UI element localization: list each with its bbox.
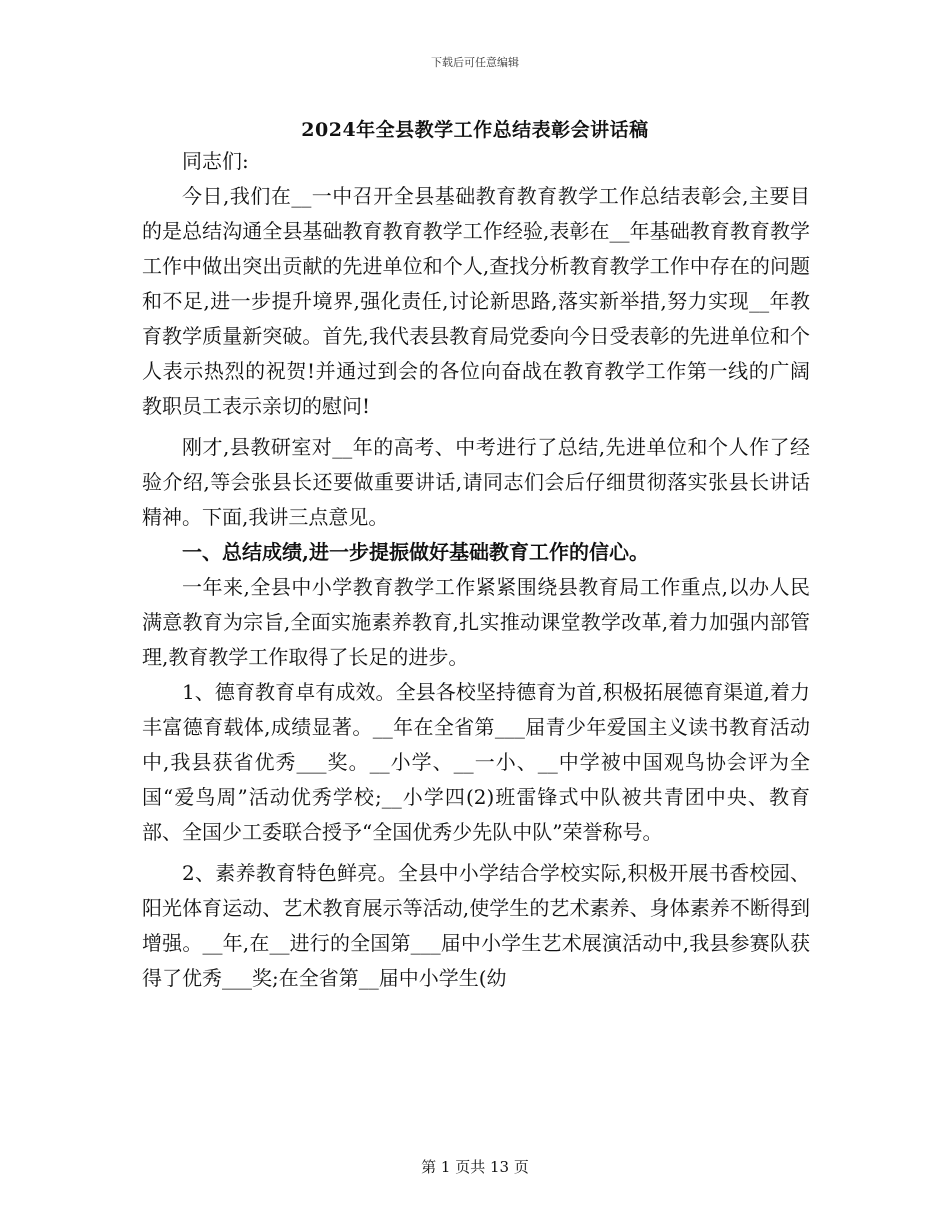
page-header-note: 下载后可任意编辑 xyxy=(431,56,519,69)
document-body xyxy=(142,144,810,996)
paragraph-item-2: 2、素养教育特色鲜亮。全县中小学结合学校实际,积极开展书香校园、阳光体育运动、艺术教育展示等活动,使学生的艺术素养、身体素养不断得到增强。__年,在__进行的全国第___届中小学生艺术展演活动中,我县参赛队获得了优秀___奖;在全省第__届中小学生(幼 xyxy=(142,861,810,990)
paragraph-review: 刚才,县教研室对__年的高考、中考进行了总结,先进单位和个人作了经验介绍,等会张县长还要做重要讲话,请同志们会后仔细贯彻落实张县长讲话精神。下面,我讲三点意见。 xyxy=(142,435,810,529)
salutation: 同志们: xyxy=(182,149,249,173)
section-heading-1: 一、总结成绩,进一步提振做好基础教育工作的信心。 xyxy=(182,540,649,564)
paragraph-opening: 今日,我们在__一中召开全县基础教育教育教学工作总结表彰会,主要目的是总结沟通全县基础教育教育教学工作经验,表彰在__年基础教育教育教学工作中做出突出贡献的先进单位和个人,查找分析教育教学工作中存在的问题和不足,进一步提升境界,强化责任,讨论新思路,落实新举措,努力实现__年教育教学质量新突破。首先,我代表县教育局党委向今日受表彰的先进单位和个人表示热烈的祝贺!并通过到会的各位向奋战在教育教学工作第一线的广阔教职员工表示亲切的慰问! xyxy=(142,184,810,418)
paragraph-item-1: 1、德育教育卓有成效。全县各校坚持德育为首,积极拓展德育渠道,着力丰富德育载体,成绩显著。__年在全省第___届青少年爱国主义读书教育活动中,我县获省优秀___奖。__小学、__一小、__中学被中国观鸟协会评为全国“爱鸟周”活动优秀学校;__小学四(2)班雷锋式中队被共青团中央、教育部、全国少工委联合授予“全国优秀少先队中队”荣誉称号。 xyxy=(142,680,810,844)
paragraph-overview: 一年来,全县中小学教育教学工作紧紧围绕县教育局工作重点,以办人民满意教育为宗旨,全面实施素养教育,扎实推动课堂教学改革,着力加强内部管理,教育教学工作取得了长足的进步。 xyxy=(142,575,810,669)
page-number: 第 1 页共 13 页 xyxy=(421,1158,529,1176)
document-title: 2024年全县教学工作总结表彰会讲话稿 xyxy=(301,119,649,141)
